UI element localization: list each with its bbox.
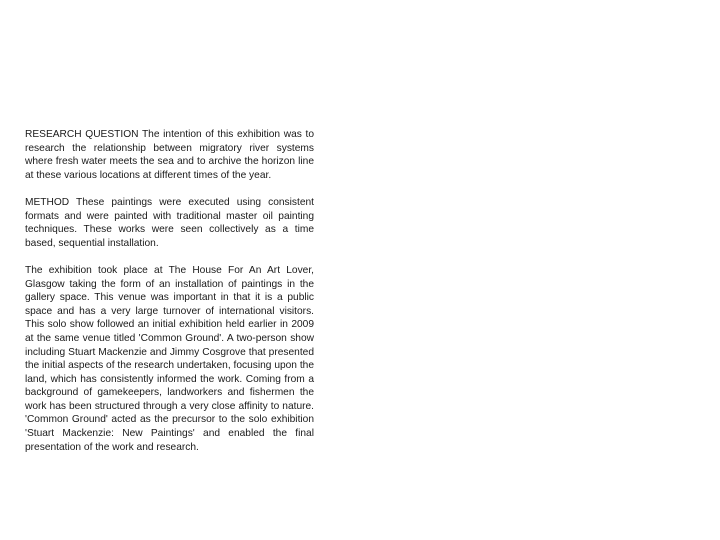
paragraph-research-question: RESEARCH QUESTION The intention of this exhibition was to research the relationship between migratory river systems where fresh water meets the sea and to archive the horizon line at these various locations at different times of the year. [25,129,314,181]
paragraph-exhibition: The exhibition took place at The House For An Art Lover, Glasgow taking the form of an installation of paintings in the gallery space. This venue was important in that it is a public space and has a very large turnover of international visitors. This solo show followed an initial exhibition held earlier in 2009 at the same venue titled 'Common Ground'. A two-person show including Stuart Mackenzie and Jimmy Cosgrove that presented the initial aspects of the research undertaken, focusing upon the land, which has consistently informed the work. Coming from a background of gamekeepers, landworkers and fishermen the work has been structured through a very close affinity to nature. 'Common Ground' acted as the precursor to the solo exhibition 'Stuart Mackenzie: New Paintings' and enabled the final presentation of the work and research. [25,264,314,453]
paragraph-method: METHOD These paintings were executed using consistent formats and were painted with traditional master oil painting techniques. These works were seen collectively as a time based, sequential installation. [25,196,314,249]
text-column [25,128,314,454]
